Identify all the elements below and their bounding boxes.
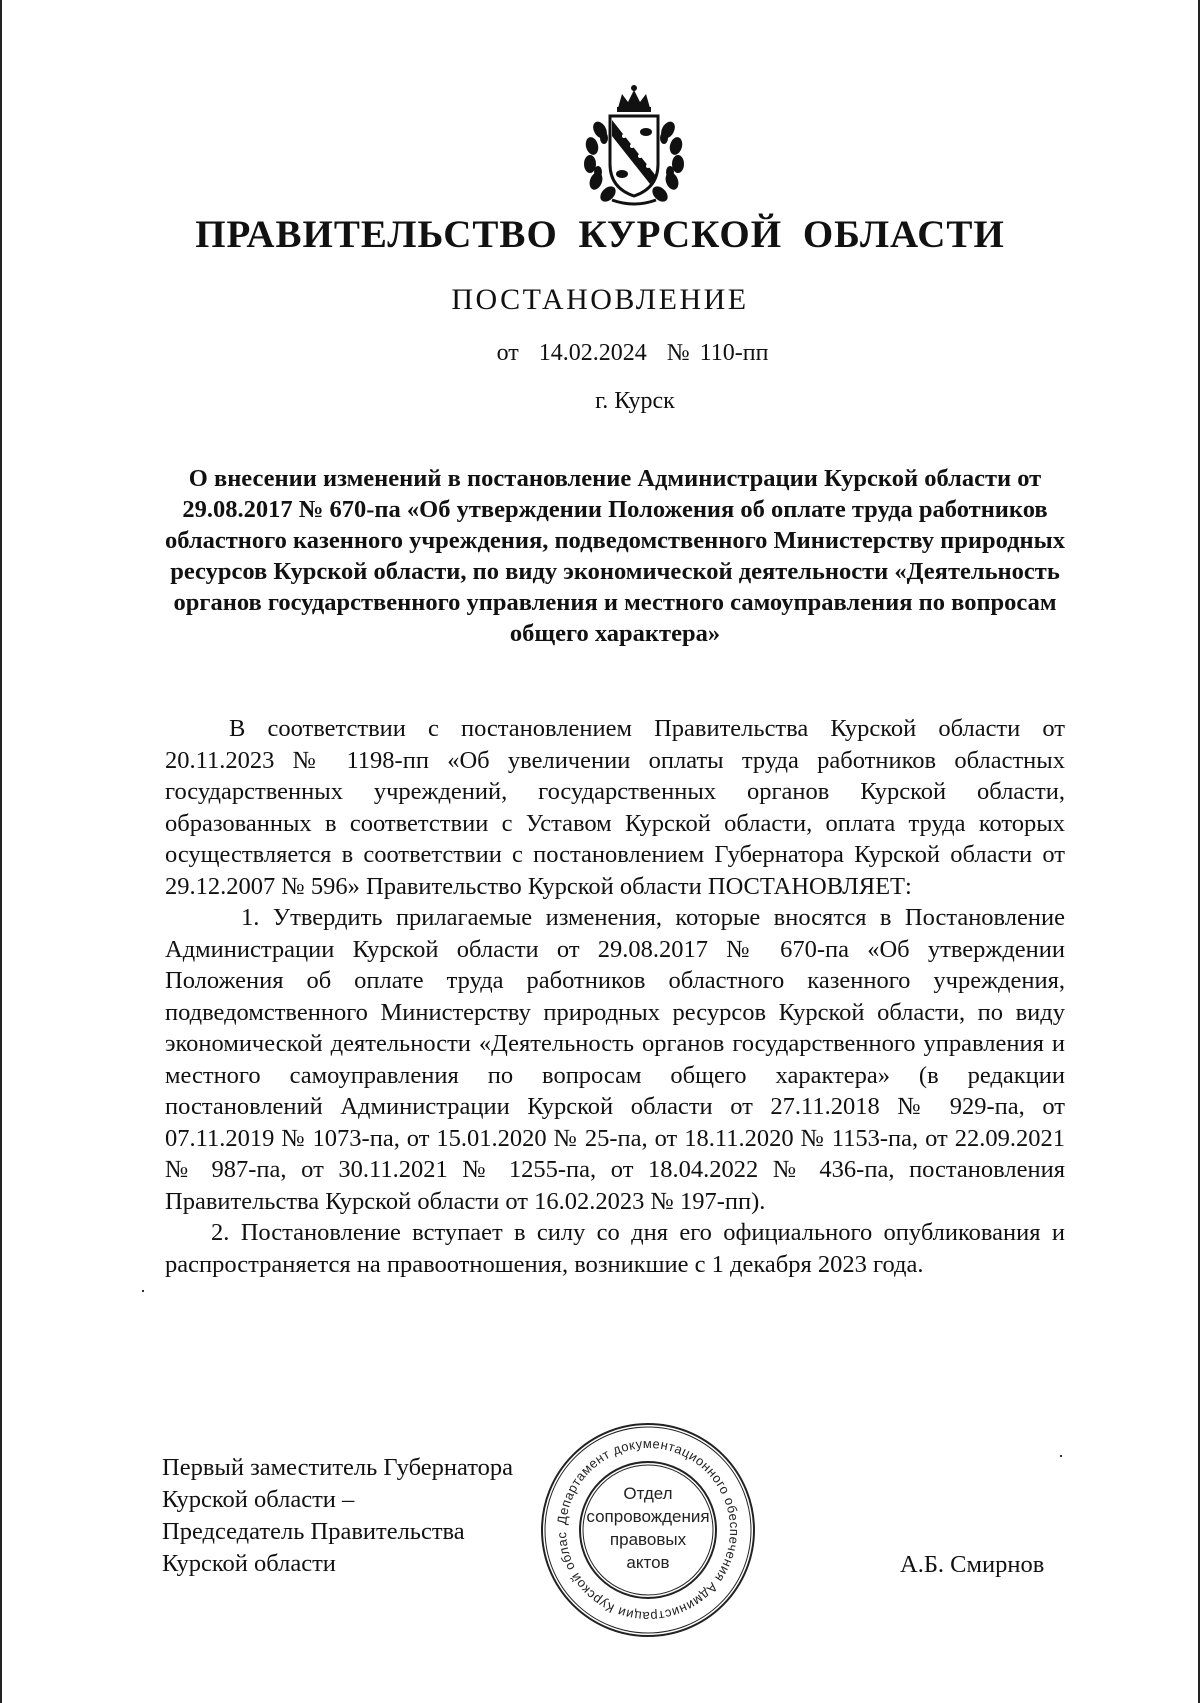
preamble-paragraph: В соответствии с постановлением Правительства Курской области от 20.11.2023 № 1198-пп «Об увеличении оплаты труда работников областных государственных учреждений, государственных органов Курской области, образованных в соответствии с Уставом Курской области, оплата труда которых осуществляется в соответствии с постановлением Губернатора Курской области от 29.12.2007 № 596» Правительство Курской области ПОСТАНОВЛЯЕТ: bbox=[165, 715, 1065, 900]
item-2-paragraph: 2. Постановление вступает в силу со дня его официального опубликования и распространяется на правоотношения, возникшие с 1 декабря 2023 года. bbox=[165, 1219, 1065, 1278]
document-heading: О внесении изменений в постановление Администрации Курской области от 29.08.2017 № 670-па «Об утверждении Положения об оплате труда работников областного казенного учреждения, подведомственного Министерству природных ресурсов Курской области, по виду экономической деятельности «Деятельность органов государственного управления и местного самоуправления по вопросам общего характера» bbox=[164, 465, 1066, 647]
signer-position bbox=[162, 1452, 582, 1580]
document-date-number: от 14.02.2024 № 110-пп bbox=[496, 340, 769, 366]
document-type: ПОСТАНОВЛЕНИЕ bbox=[451, 283, 749, 316]
official-stamp bbox=[536, 1418, 760, 1642]
signer-position-line: Курской области – bbox=[162, 1486, 355, 1513]
stamp-center-line: Отдел bbox=[623, 1484, 673, 1503]
document-city: г. Курск bbox=[595, 388, 675, 414]
stamp-center-line: актов bbox=[626, 1553, 670, 1572]
document-body bbox=[165, 713, 1065, 1280]
signer-name: А.Б. Смирнов bbox=[900, 1551, 1045, 1578]
coat-of-arms-emblem bbox=[568, 80, 700, 212]
signer-position-line: Курской области bbox=[162, 1550, 336, 1577]
scan-speck bbox=[1060, 1455, 1062, 1457]
stamp-ring-text: Департамент документационного обеспечения Администрации Курской облас bbox=[553, 1435, 743, 1625]
item-1-paragraph: 1. Утвердить прилагаемые изменения, которые вносятся в Постановление Администрации Курской области от 29.08.2017 № 670-па «Об утверждении Положения об оплате труда работников областного казенного учреждения, подведомственного Министерству природных ресурсов Курской области, по виду экономической деятельности «Деятельность органов государственного управления и местного самоуправления по вопросам общего характера» (в редакции постановлений Администрации Курской области от 27.11.2018 № 929-па, от 07.11.2019 № 1073-па, от 15.01.2020 № 25-па, от 18.11.2020 № 1153-па, от 22.09.2021 № 987-па, от 30.11.2021 № 1255-па, от 18.04.2022 № 436-па, постановления Правительства Курской области от 16.02.2023 № 197-пп). bbox=[165, 904, 1065, 1215]
stamp-center-line: сопровождения bbox=[586, 1507, 710, 1526]
government-title: ПРАВИТЕЛЬСТВО КУРСКОЙ ОБЛАСТИ bbox=[195, 213, 1005, 256]
stamp-center-line: правовых bbox=[609, 1530, 687, 1549]
scan-speck bbox=[142, 1290, 144, 1292]
signer-position-line: Первый заместитель Губернатора bbox=[162, 1454, 513, 1481]
signer-position-line: Председатель Правительства bbox=[162, 1518, 465, 1545]
